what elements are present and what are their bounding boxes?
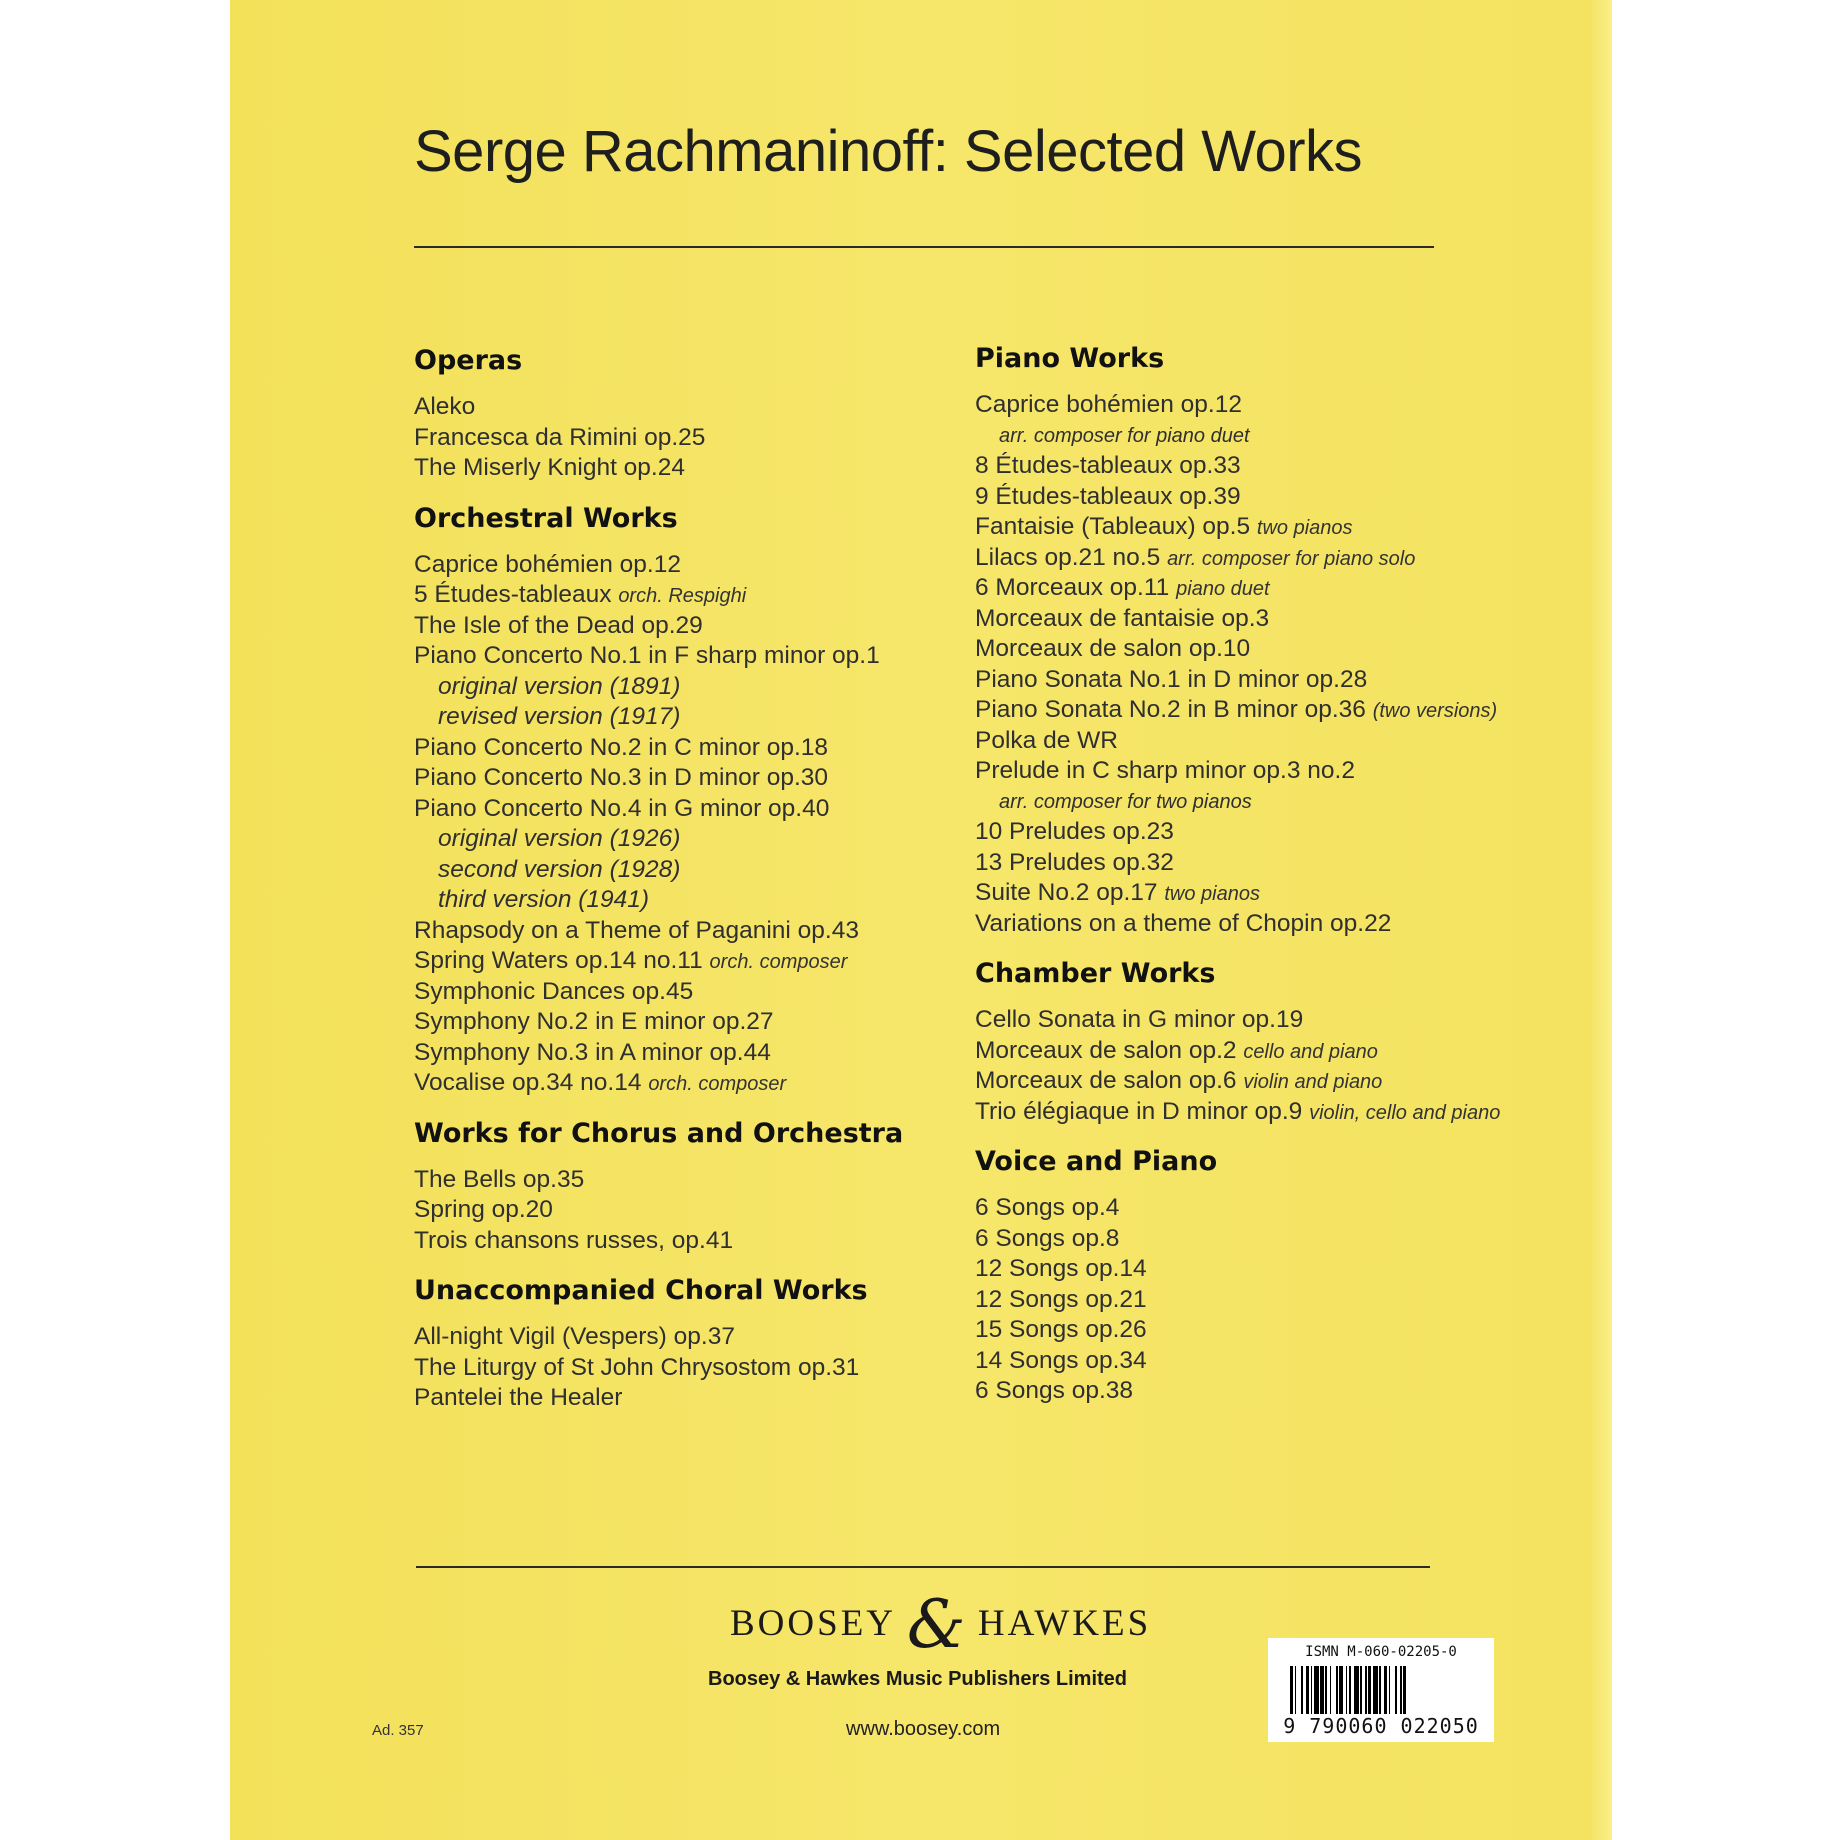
barcode-bar <box>1360 1666 1362 1714</box>
work-title: 6 Morceaux op.11 <box>975 574 1170 601</box>
ad-number: Ad. 357 <box>372 1722 424 1739</box>
work-title: Morceaux de salon op.2 <box>975 1036 1237 1064</box>
work-list <box>414 1322 974 1414</box>
work-version-note: third version (1941) <box>438 886 650 913</box>
work-title: Vocalise op.34 no.14 <box>414 1069 642 1096</box>
section-heading: Works for Chorus and Orchestra <box>414 1117 904 1149</box>
work-item <box>414 1068 974 1099</box>
barcode-bar <box>1346 1666 1348 1714</box>
barcode-bar <box>1403 1666 1406 1714</box>
work-title: 14 Songs op.34 <box>975 1346 1147 1374</box>
barcode-bar <box>1325 1666 1327 1714</box>
work-title: Fantaisie (Tableaux) op.5 <box>975 513 1251 540</box>
work-title: 13 Preludes op.32 <box>975 848 1174 876</box>
barcode-bar <box>1395 1666 1397 1714</box>
work-title: Aleko <box>414 393 476 420</box>
barcode-bars <box>1290 1666 1488 1714</box>
work-title: 15 Songs op.26 <box>975 1316 1147 1343</box>
work-item <box>975 1254 1535 1285</box>
work-note: orch. composer <box>709 951 848 973</box>
work-item <box>414 1195 974 1226</box>
work-title: Trois chansons russes, op.41 <box>414 1226 734 1254</box>
barcode-bar <box>1314 1666 1319 1714</box>
work-version-note: arr. composer for two pianos <box>999 790 1252 813</box>
barcode-bar <box>1389 1666 1391 1714</box>
work-title: Spring Waters op.14 no.11 <box>414 947 703 974</box>
work-title: Piano Sonata No.1 in D minor op.28 <box>975 665 1368 693</box>
barcode-bar <box>1379 1666 1381 1714</box>
work-note: cello and piano <box>1243 1040 1378 1063</box>
work-title: Polka de WR <box>975 726 1118 754</box>
barcode-bar <box>1354 1666 1359 1714</box>
work-item <box>975 634 1535 665</box>
work-item <box>975 1376 1535 1407</box>
work-item <box>414 423 974 454</box>
work-item <box>414 1007 974 1038</box>
work-item <box>414 1353 974 1384</box>
work-title: Piano Concerto No.1 in F sharp minor op.1 <box>414 642 880 669</box>
work-title: Rhapsody on a Theme of Paganini op.43 <box>414 916 859 944</box>
work-item <box>414 763 974 794</box>
work-note: two pianos <box>1256 517 1353 539</box>
work-title: Morceaux de salon op.10 <box>975 635 1251 662</box>
section-heading: Piano Works <box>975 343 1165 374</box>
work-title: Symphony No.3 in A minor op.44 <box>414 1038 771 1066</box>
barcode-bar <box>1373 1666 1378 1714</box>
work-item <box>975 573 1535 604</box>
work-item <box>975 878 1535 909</box>
work-item <box>975 848 1535 879</box>
barcode-bar <box>1339 1666 1342 1714</box>
publisher-name: Boosey & Hawkes Music Publishers Limited <box>708 1668 1128 1690</box>
work-title: 6 Songs op.4 <box>975 1194 1120 1221</box>
work-title: Piano Sonata No.2 in B minor op.36 <box>975 696 1366 723</box>
barcode <box>1268 1638 1494 1742</box>
work-item <box>414 794 974 825</box>
work-version-note: original version (1926) <box>438 825 681 852</box>
work-title: 10 Preludes op.23 <box>975 818 1174 845</box>
work-note: arr. composer for piano solo <box>1167 547 1416 570</box>
work-title: 6 Songs op.8 <box>975 1224 1120 1252</box>
work-note: two pianos <box>1164 883 1260 905</box>
publisher-logo <box>730 1586 1152 1666</box>
left-column <box>414 342 974 1430</box>
barcode-bar <box>1301 1666 1303 1714</box>
work-item <box>414 1038 974 1069</box>
section-works-for-chorus-and-orchestra <box>414 1115 974 1257</box>
barcode-bar <box>1400 1666 1402 1714</box>
work-item <box>975 1346 1535 1377</box>
work-note: (two versions) <box>1372 700 1498 722</box>
work-title: 6 Songs op.38 <box>975 1377 1134 1404</box>
section-heading: Orchestral Works <box>414 502 678 534</box>
work-title: Pantelei the Healer <box>414 1384 623 1411</box>
work-item <box>975 482 1535 513</box>
ismn-label: ISMN M-060-02205-0 <box>1305 1644 1457 1660</box>
right-column <box>975 340 1535 1423</box>
work-item <box>975 1005 1535 1036</box>
work-version-note: arr. composer for piano duet <box>999 424 1250 447</box>
work-item <box>975 1036 1535 1067</box>
work-title: The Miserly Knight op.24 <box>414 454 685 481</box>
barcode-bar <box>1320 1666 1323 1714</box>
cover-edge <box>1592 0 1612 1840</box>
work-version-note: second version (1928) <box>438 855 681 883</box>
work-item <box>975 1097 1535 1128</box>
barcode-bar <box>1295 1666 1297 1714</box>
work-title: Caprice bohémien op.12 <box>975 391 1242 418</box>
work-title: 9 Études-tableaux op.39 <box>975 482 1241 510</box>
page-title: Serge Rachmaninoff: Selected Works <box>414 119 1363 184</box>
work-version-note: original version (1891) <box>438 672 681 700</box>
work-item <box>414 611 974 642</box>
top-rule <box>414 246 1434 248</box>
work-item <box>414 580 974 611</box>
work-item <box>975 543 1535 574</box>
work-item <box>975 1315 1535 1346</box>
work-item <box>975 512 1535 543</box>
work-title: Symphony No.2 in E minor op.27 <box>414 1008 774 1035</box>
work-title: Symphonic Dances op.45 <box>414 977 694 1005</box>
section-heading: Unaccompanied Choral Works <box>414 1275 868 1306</box>
work-note: orch. Respighi <box>618 585 747 607</box>
barcode-bar <box>1306 1666 1309 1714</box>
barcode-bar <box>1330 1666 1332 1714</box>
work-title: Suite No.2 op.17 <box>975 879 1158 906</box>
work-item <box>975 390 1535 421</box>
work-item <box>975 756 1535 787</box>
work-item <box>975 909 1535 940</box>
section-operas <box>414 342 974 484</box>
section-heading: Voice and Piano <box>975 1146 1218 1177</box>
section-unaccompanied-choral-works <box>414 1272 974 1414</box>
work-list <box>414 392 974 484</box>
work-item <box>414 946 974 977</box>
work-item <box>975 726 1535 757</box>
work-item <box>414 550 974 581</box>
work-list <box>975 390 1535 939</box>
barcode-bar <box>1365 1666 1367 1714</box>
work-note: violin and piano <box>1243 1071 1383 1093</box>
work-title: Spring op.20 <box>414 1196 553 1223</box>
work-item <box>414 916 974 947</box>
work-title: Morceaux de salon op.6 <box>975 1067 1237 1094</box>
work-title: Cello Sonata in G minor op.19 <box>975 1006 1304 1033</box>
work-title: The Liturgy of St John Chrysostom op.31 <box>414 1353 860 1381</box>
work-list <box>975 1005 1535 1127</box>
work-note: violin, cello and piano <box>1309 1101 1501 1124</box>
work-title: The Isle of the Dead op.29 <box>414 611 703 639</box>
website-link[interactable]: www.boosey.com <box>846 1718 1001 1740</box>
work-item <box>975 1193 1535 1224</box>
section-piano-works <box>975 340 1535 939</box>
section-voice-and-piano <box>975 1143 1535 1407</box>
work-title: Caprice bohémien op.12 <box>414 550 681 578</box>
section-heading: Chamber Works <box>975 958 1216 989</box>
work-item <box>975 1066 1535 1097</box>
barcode-bar <box>1349 1666 1351 1714</box>
work-title: 5 Études-tableaux <box>414 581 612 608</box>
work-title: Piano Concerto No.4 in G minor op.40 <box>414 794 830 822</box>
work-item <box>975 451 1535 482</box>
section-orchestral-works <box>414 500 974 1099</box>
work-item <box>975 1224 1535 1255</box>
work-item <box>414 453 974 484</box>
work-item <box>414 1165 974 1196</box>
work-title: Piano Concerto No.3 in D minor op.30 <box>414 764 828 791</box>
work-item <box>414 1383 974 1414</box>
logo-right-word: HAWKES <box>977 1603 1152 1644</box>
work-item <box>414 641 974 672</box>
work-title: The Bells op.35 <box>414 1165 585 1193</box>
work-list <box>975 1193 1535 1407</box>
barcode-bar <box>1311 1666 1313 1714</box>
work-title: Lilacs op.21 no.5 <box>975 543 1161 571</box>
work-item <box>975 1285 1535 1316</box>
work-title: 12 Songs op.21 <box>975 1285 1147 1313</box>
work-title: Piano Concerto No.2 in C minor op.18 <box>414 733 828 761</box>
work-list <box>414 550 974 1099</box>
logo-ampersand: & <box>906 1586 966 1663</box>
work-title: Morceaux de fantaisie op.3 <box>975 604 1270 632</box>
work-title: Francesca da Rimini op.25 <box>414 423 706 451</box>
work-note: orch. composer <box>648 1073 787 1095</box>
work-title: Variations on a theme of Chopin op.22 <box>975 909 1392 937</box>
work-title: 8 Études-tableaux op.33 <box>975 452 1241 479</box>
bottom-rule <box>416 1566 1430 1568</box>
barcode-digits: 9 790060 022050 <box>1283 1714 1479 1738</box>
section-chamber-works <box>975 955 1535 1127</box>
work-item <box>975 695 1535 726</box>
barcode-bar <box>1336 1666 1338 1714</box>
work-title: Prelude in C sharp minor op.3 no.2 <box>975 757 1355 784</box>
work-item <box>414 392 974 423</box>
work-version-note: revised version (1917) <box>438 703 681 730</box>
work-list <box>414 1165 974 1257</box>
work-item <box>414 1226 974 1257</box>
work-item <box>414 1322 974 1353</box>
barcode-bar <box>1384 1666 1387 1714</box>
work-item <box>975 817 1535 848</box>
work-title: All-night Vigil (Vespers) op.37 <box>414 1323 735 1350</box>
work-note: piano duet <box>1176 578 1270 600</box>
work-item <box>975 665 1535 696</box>
section-heading: Operas <box>414 345 523 376</box>
barcode-bar <box>1368 1666 1371 1714</box>
barcode-bar <box>1290 1666 1293 1714</box>
logo-left-word: BOOSEY <box>730 1603 895 1644</box>
work-item <box>975 604 1535 635</box>
work-item <box>414 977 974 1008</box>
work-item <box>414 733 974 764</box>
work-title: Trio élégiaque in D minor op.9 <box>975 1097 1303 1125</box>
work-title: 12 Songs op.14 <box>975 1255 1147 1282</box>
